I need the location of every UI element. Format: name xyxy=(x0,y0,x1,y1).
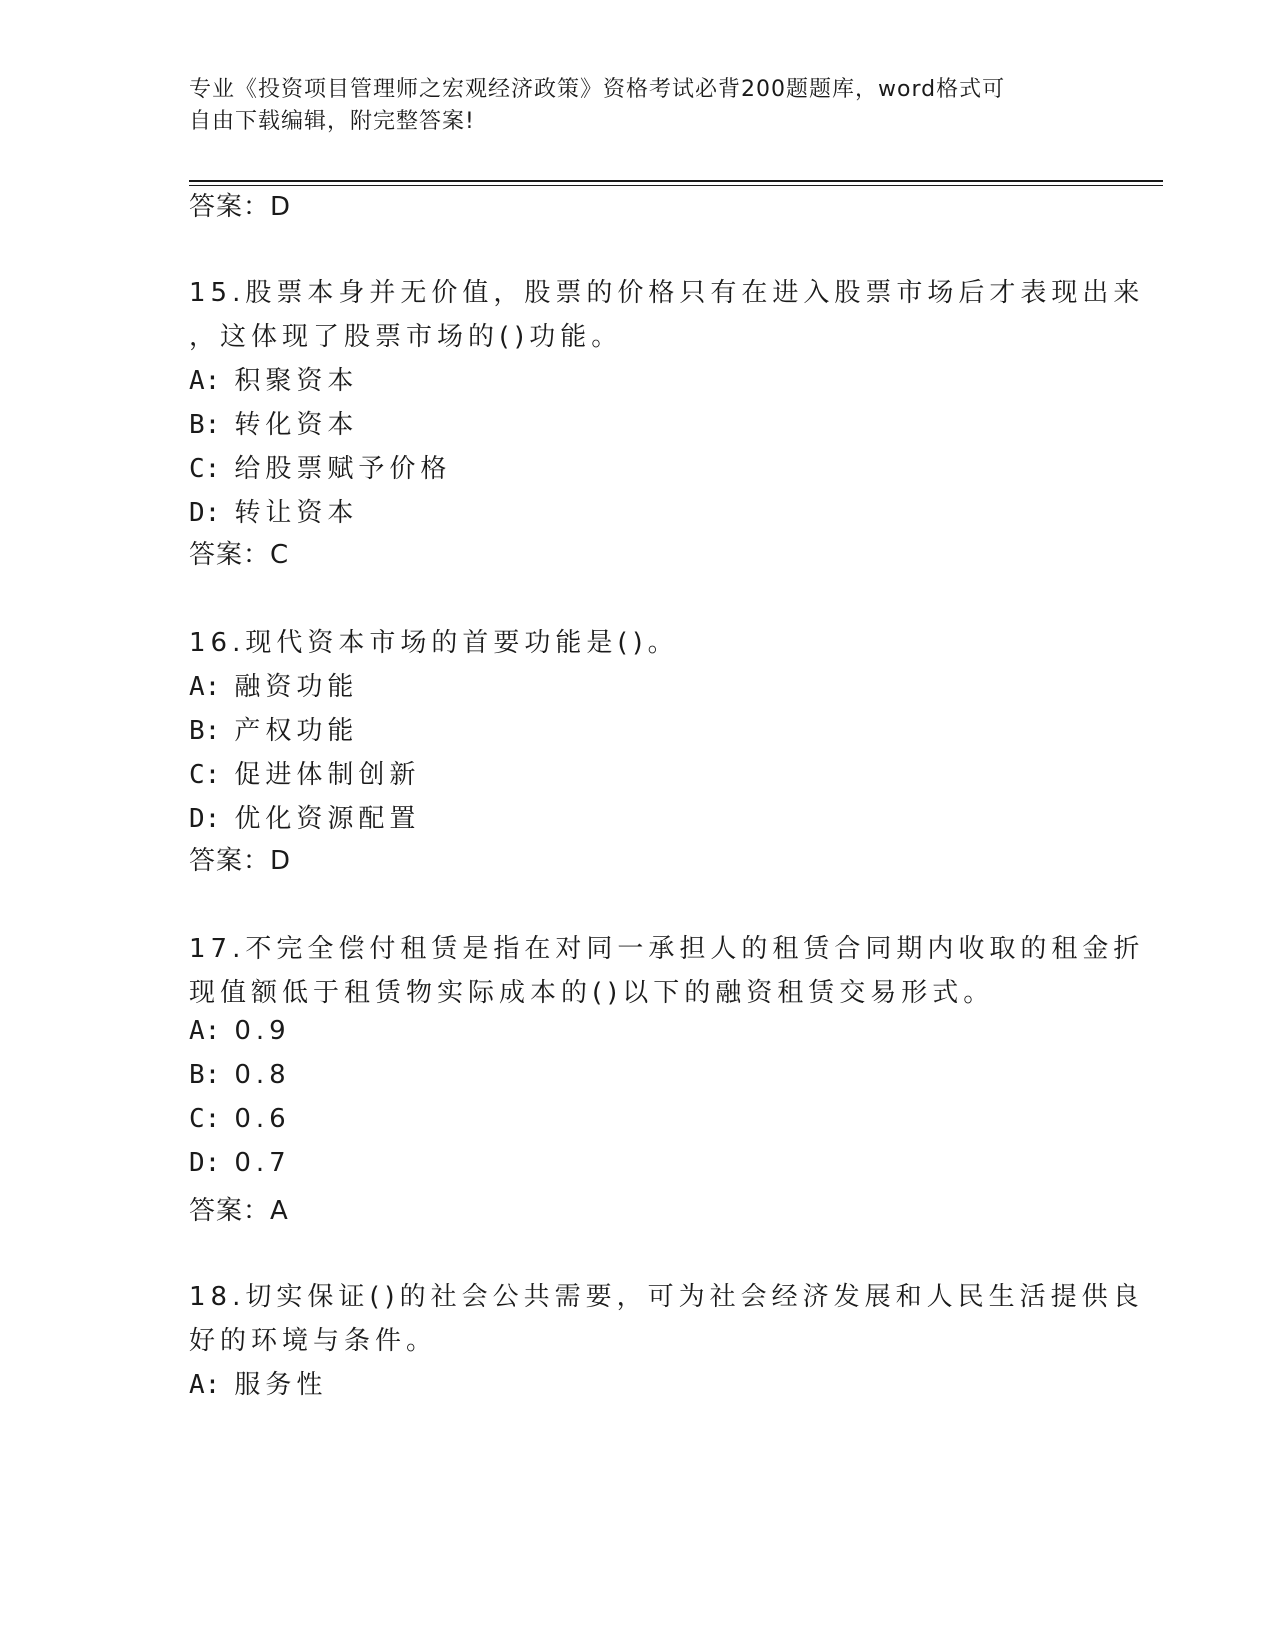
question-16-option-a: A: 融资功能 xyxy=(189,672,359,702)
question-18-stem-line-2: 好的环境与条件。 xyxy=(189,1326,438,1356)
header-line-2: 自由下载编辑，附完整答案! xyxy=(189,109,475,134)
question-15-stem-line-1: 15.股票本身并无价值，股票的价格只有在进入股票市场后才表现出来 xyxy=(189,278,1145,308)
question-17-stem-line-2: 现值额低于租赁物实际成本的()以下的融资租赁交易形式。 xyxy=(189,978,995,1008)
question-15-option-a: A: 积聚资本 xyxy=(189,366,359,396)
question-15-stem-line-2: ，这体现了股票市场的()功能。 xyxy=(189,322,623,352)
question-16-option-b: B: 产权功能 xyxy=(189,716,359,746)
question-18-option-a: A: 服务性 xyxy=(189,1370,328,1400)
document-header xyxy=(189,74,1089,138)
header-rule-thin xyxy=(189,185,1163,186)
header-line-1: 专业《投资项目管理师之宏观经济政策》资格考试必背200题题库，word格式可 xyxy=(189,77,1006,102)
question-17-option-c: C: 0.6 xyxy=(189,1104,291,1134)
question-17-option-a: A: 0.9 xyxy=(189,1016,291,1046)
question-17-option-b: B: 0.8 xyxy=(189,1060,291,1090)
question-17-stem-line-1: 17.不完全偿付租赁是指在对同一承担人的租赁合同期内收取的租金折 xyxy=(189,934,1145,964)
question-17-option-d: D: 0.7 xyxy=(189,1148,291,1178)
question-15-option-c: C: 给股票赋予价格 xyxy=(189,454,452,484)
question-15-answer: 答案：C xyxy=(189,540,290,570)
question-15-option-b: B: 转化资本 xyxy=(189,410,359,440)
question-16-option-d: D: 优化资源配置 xyxy=(189,804,421,834)
question-16-answer: 答案：D xyxy=(189,846,292,876)
header-rule-thick xyxy=(189,180,1163,182)
question-15-option-d: D: 转让资本 xyxy=(189,498,359,528)
question-16-option-c: C: 促进体制创新 xyxy=(189,760,421,790)
question-16-stem-line-1: 16.现代资本市场的首要功能是()。 xyxy=(189,628,679,658)
question-17-answer: 答案：A xyxy=(189,1196,289,1226)
question-18-stem-line-1: 18.切实保证()的社会公共需要，可为社会经济发展和人民生活提供良 xyxy=(189,1282,1144,1312)
previous-answer: 答案：D xyxy=(189,192,292,222)
